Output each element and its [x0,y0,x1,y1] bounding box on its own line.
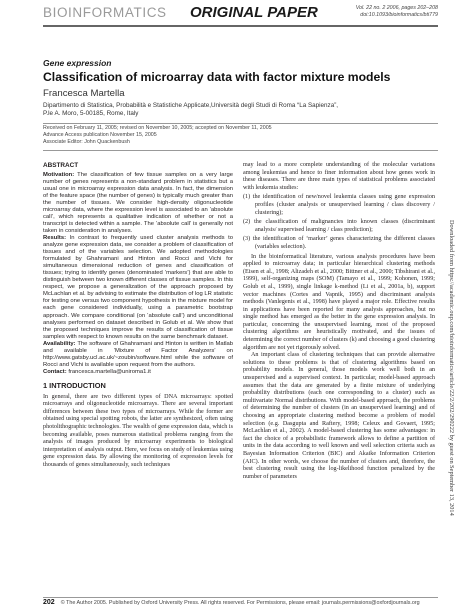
abstract-availability [43,341,233,369]
results-text: In contrast to frequently used cluster analysis methods to analyze gene expression data, we consider a problem of classification of tissues and of the variables selection. We adopted methodologies formulated by Ghahramani and Hinton and Rocci and Vichi for simultaneous dimensional reduction of genes and classification of tissues; trying to identify genes (denominated ‘markers’) that are able to distinguish between two known different classes of tissue samples. In this respect, we propose a generalization of the approach proposed by McLachlan et al. by advising to estimate the distribution of log LR statistic for testing one versus two component hypothesis in the mixture model for each gene considered individually, using a parametric bootstrap approach. We compare conditional (on ‘absolute call’) and unconditional analyses performed on dataset described in Golub et al. We show that the proposed techniques improve the results of classification of tissue samples with respect to known results on the same benchmark dataset. [43,235,233,340]
volume-info [356,5,438,19]
header-rule [43,25,438,27]
journal-name: BIOINFORMATICS [43,5,167,20]
page-number: 202 [43,599,55,606]
copyright-text: © The Author 2005. Published by Oxford University Press. All rights reserved. For Permissions, please email: journals.permissions@oxfordjournals.org [60,600,420,606]
section-label: Gene expression [43,58,112,68]
introduction-paragraph: In general, there are two different types of DNA microarrays: spotted microarrays and oligonucleotide microarrays. There are several important differences between these two types of microarrays. While the former are obtained using special spotting robots, the latter are synthesized, often using photolithographic technologies. The wealth of gene expression data, which is becoming available, poses numerous statistical problems ranging from the analysis of images produced by microarray experiments to biological interpretation of analysis output. Here, we focus on study of leukemias using gene expression data. By allowing the monitoring of expression levels for thousands of genes simultaneously, such techniques [43,393,233,468]
results-label: Results: [43,235,67,242]
footer-rule [43,597,438,598]
doi-line[interactable]: doi:10.1093/bioinformatics/bti779 [360,12,438,18]
article-type: ORIGINAL PAPER [190,4,318,21]
abstract-results [43,235,233,341]
contact-email[interactable]: francesca.martella@uniroma1.it [68,368,151,375]
introduction-heading: 1 INTRODUCTION [43,380,106,390]
abstract-heading: ABSTRACT [43,162,79,169]
availability-text: The software of Ghahramani and Hinton is written in Matlab and available in ‘Mixture of Factor Analyzers’ on http://www.gatsby.ucl.ac.uk/~zoubin/software.html while the software of Rocci and Vichi is available upon request from the authors. [43,340,233,368]
affiliation-line-2: P.le A. Moro, 5-00185, Rome, Italy [43,110,139,118]
affiliation [43,102,433,118]
contact-label: Contact: [43,368,67,375]
model-based-paragraph: An important class of clustering techniques that can provide alternative solutions to these problems is that of clustering algorithms based on probability models. In general, those models work well both in an unsupervised and a supervised context. In particular, model-based approach assumes that the data are generated by a finite mixture of underlying probability distributions (each one corresponding to a cluster) such as multivariate Normal distributions. With model-based approach, the problems of determining the number of clusters (in an unsupervised learning) and of choosing an appropriate clustering method become a problem of model selection (e.g. Dasgupta and Raftery, 1998; Celeux and Govaert, 1995; McLachlan et al., 2002). A model-based clustering has some advantages: in fact the choice of a probabilistic framework allows to define a partition of units in the data according to well known and well selection criteria such as Bayesian Information Criterion (BIC) and Akaike Information Criterion (AIC). In other words, we choose the number of clusters and, therefore, the best clustering result using the log-likelihood function penalized by the number of parameters [243,352,435,480]
motivation-text: The classification of few tissue samples on a very large number of genes represents a non-standard problem in statistics but a usual one in microarray expression data analysis. In fact, the dimension of the feature space (the number of genes) is typically much greater than the number of tissues. We consider high-density oligonucleotide microarray data, where the expression level is associated to an ‘absolute call’, which represents a qualitative indication of whether or not a transcript is detected within a sample. The ‘absolute call’ is generally not taken in consideration in analyses. [43,171,233,234]
associate-editor-line: Associate Editor: John Quackenbush [43,138,130,145]
left-column [43,162,233,469]
received-line: Received on February 11, 2005; revised on November 10, 2005; accepted on November 11, 2005 [43,125,272,131]
page-footer [43,599,420,606]
abstract-contact [43,369,233,376]
problem-list-item-3: (3) the identification of ‘marker’ genes characterizing the different classes (variables selection). [243,236,435,250]
advance-access-line: Advance Access publication November 15, 2005 [43,131,157,138]
motivation-label: Motivation: [43,171,75,178]
volume-line: Vol. 22 no. 2 2006, pages 202–208 [355,5,438,11]
literature-paragraph: In the bioinformatical literature, various analysis procedures have been applied to microarray data; in particular hierarchical clustering methods (Eisen et al., 1998; Alizadeh et al., 2000; Bittner et al., 2000; Tibshirani et al., 1999), self-organizing maps (SOM) (Tamayo et al., 1999; Kohonen, 1999; Golub et al., 1999), single linkage k-method (Li et al., 2001a, b), support vector machines (Cortes and Vapnik, 1995) and discriminant analysis methods (Vanlegenis et al., 1998) have played a major role. Effective results in applications have been reported for many analysis approaches, but no single method has emerged as the better in the gene expression analysis. In particular, concerning the unsupervised learning, most of the proposed clustering algorithms are heuristically motivated, and the issues of determining the correct number of clusters (k) and choosing a good clustering algorithm are not yet rigorously solved. [243,253,435,351]
problem-list-item-1: (1) the identification of new/novel leukemia classes using gene expression profiles (cluster analysis or unsupervised learning / class discovery / clustering); [243,194,435,216]
dates-bottom-rule [43,150,438,151]
download-watermark: Downloaded from https://academic.oup.com/bioinformatics/article/22/2/202/290222 by guest on September 13, 2014 [448,220,455,516]
affiliation-line-1: Dipartimento di Statistica, Probabilità e Statistiche Applicate,Università degli Studi di Roma “La Sapienza”, [43,102,339,109]
abstract-motivation [43,172,233,235]
problem-list-item-2: (2) the classification of malignancies into known classes (discriminant analysis/ supervised learning / class prediction); [243,219,435,233]
article-title: Classification of microarray data with factor mixture models [43,70,391,84]
right-column [243,162,435,481]
dates-top-rule [43,123,438,124]
history-dates [43,125,443,145]
intro-continued-paragraph: may lead to a more complete understanding of the molecular variations among leukemias and hence to finer information about how genes work in these diseases. There are three main types of statistical problems associated with leukemia studies: [243,162,435,191]
author-name: Francesca Martella [43,88,125,99]
availability-label: Availability: [43,340,76,347]
